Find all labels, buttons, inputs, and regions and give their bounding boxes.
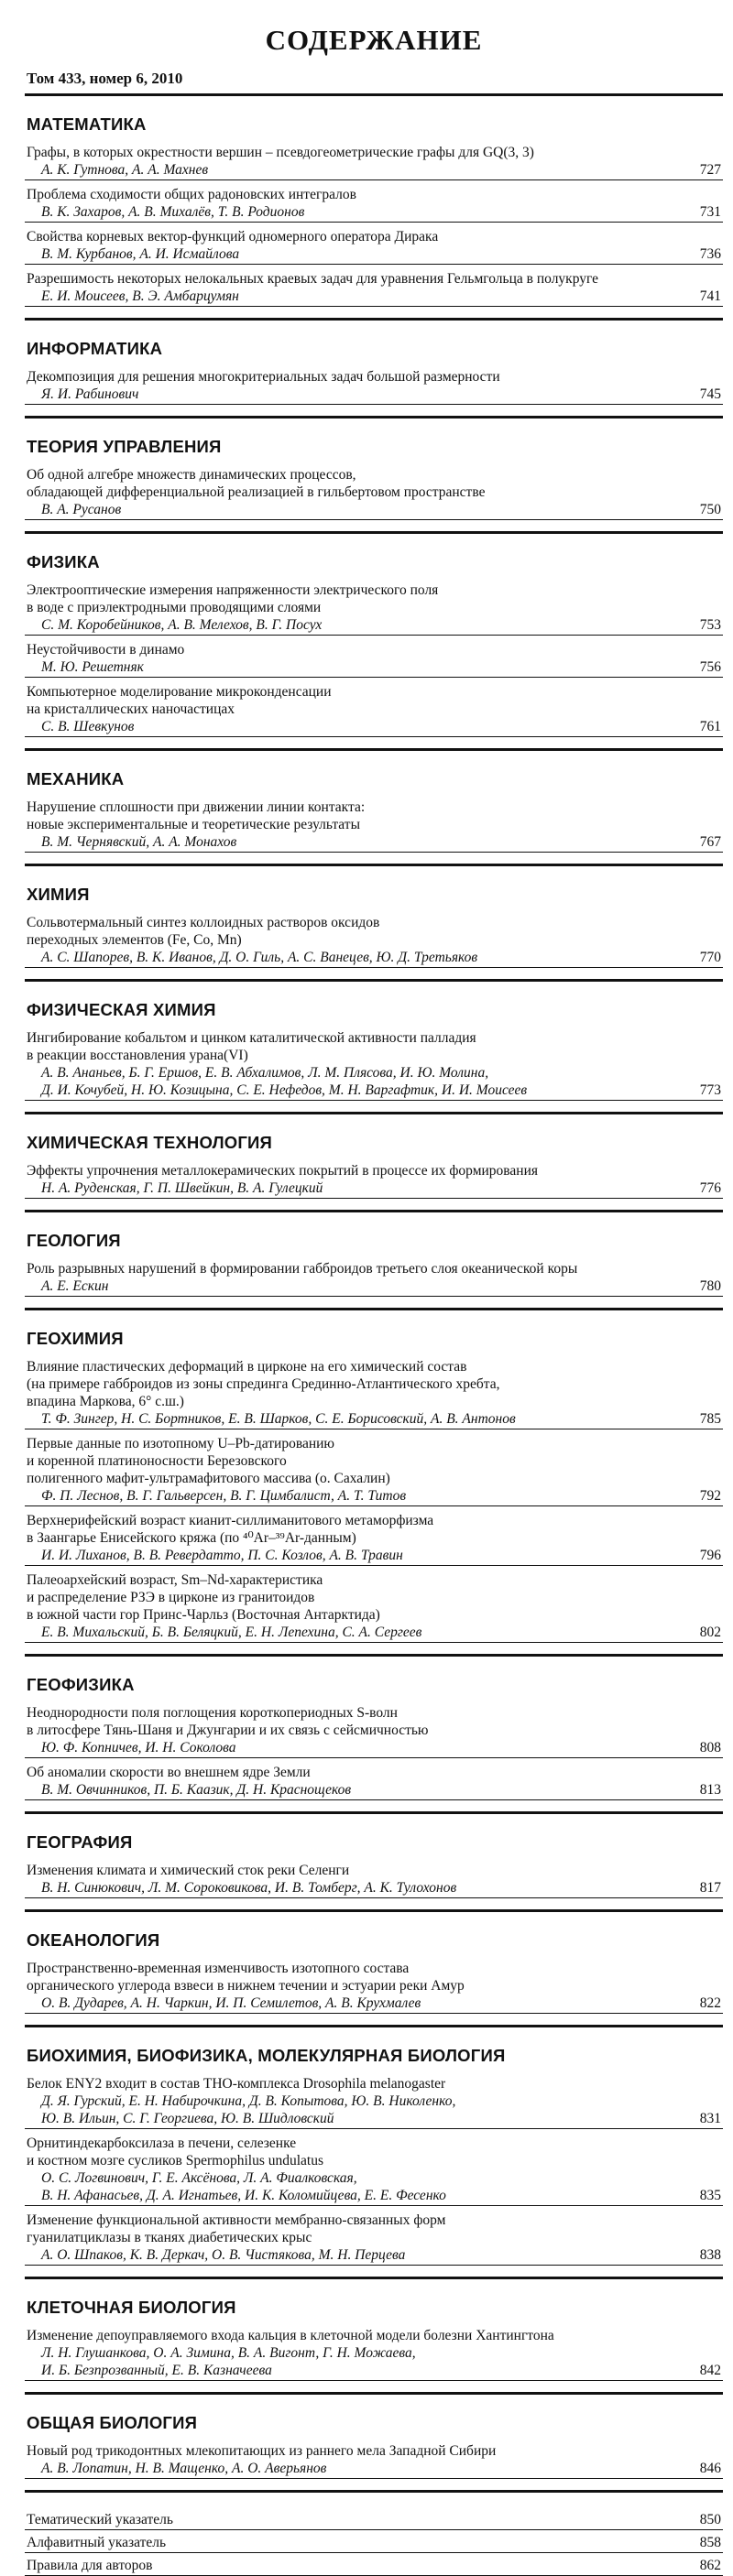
toc-entry[interactable] xyxy=(25,1029,723,1101)
author-row xyxy=(25,1739,723,1758)
article-title: Изменения климата и химический сток реки Селенги xyxy=(27,1863,350,1878)
toc-section xyxy=(25,1657,723,1814)
article-authors: А. О. Шпаков, К. В. Деркач, О. В. Чистякова, М. Н. Перцева xyxy=(41,2247,406,2263)
article-title: Разрешимость некоторых нелокальных краевых задач для уравнения Гельмгольца в полукруге xyxy=(27,271,599,287)
toc-section xyxy=(25,534,723,751)
article-title: Изменение функциональной активности мембранно-связанных форм гуанилатциклазы в тканях диабетических крыс xyxy=(27,2212,446,2245)
article-title: Роль разрывных нарушений в формировании габброидов третьего слоя океанической коры xyxy=(27,1261,578,1277)
author-row xyxy=(25,616,723,636)
article-title: Сольвотермальный синтез коллоидных растворов оксидов переходных элементов (Fe, Co, Mn) xyxy=(27,915,380,948)
author-row xyxy=(25,1179,723,1199)
author-row xyxy=(25,386,723,405)
author-row xyxy=(25,718,723,737)
toc-entry[interactable] xyxy=(25,144,723,180)
page-number: 767 xyxy=(699,834,721,850)
article-authors: А. В. Лопатин, Н. В. Мащенко, А. О. Аверьянов xyxy=(41,2461,327,2476)
section-heading: КЛЕТОЧНАЯ БИОЛОГИЯ xyxy=(27,2298,236,2317)
toc-entry[interactable] xyxy=(25,582,723,636)
toc-entry[interactable] xyxy=(25,2075,723,2129)
author-row xyxy=(25,2169,723,2206)
index-label: Тематический указатель xyxy=(27,2512,173,2527)
section-heading: ФИЗИКА xyxy=(27,552,100,571)
article-authors: А. В. Ананьев, Б. Г. Ершов, Е. В. Абхалимов, Л. М. Плясова, И. Ю. Молина, Д. И. Кочубей, Н. Ю. Козицына, С. Е. Нефедов, М. Н. Варгафтик, И. И. Моисеев xyxy=(41,1065,528,1098)
section-heading: МЕХАНИКА xyxy=(27,769,125,788)
page-number: 753 xyxy=(699,617,721,633)
toc-entry[interactable] xyxy=(25,2212,723,2266)
page-number: 822 xyxy=(699,1995,721,2011)
toc-entry[interactable] xyxy=(25,466,723,520)
article-authors: В. А. Русанов xyxy=(41,502,122,517)
toc-page xyxy=(25,16,723,2576)
page-title: СОДЕРЖАНИЕ xyxy=(265,24,483,56)
toc-section xyxy=(25,1114,723,1212)
article-authors: О. В. Дударев, А. Н. Чаркин, И. П. Семилетов, А. В. Крухмалев xyxy=(41,1995,421,2011)
author-row xyxy=(25,203,723,223)
article-authors: Ф. П. Леснов, В. Г. Гальверсен, В. Г. Цимбалист, А. Т. Титов xyxy=(41,1488,407,1504)
section-heading: ГЕОФИЗИКА xyxy=(27,1675,135,1694)
article-title: Влияние пластических деформаций в цирконе на его химический состав (на примере габброидов из зоны спрединга Срединно-Атлантического хребта, впадина Маркова, 6° с.ш.) xyxy=(27,1359,500,1409)
author-row xyxy=(25,1879,723,1898)
section-heading: ХИМИЧЕСКАЯ ТЕХНОЛОГИЯ xyxy=(27,1133,273,1152)
page-number: 850 xyxy=(699,2512,721,2527)
author-row xyxy=(25,2246,723,2266)
article-authors: Ю. Ф. Копничев, И. Н. Соколова xyxy=(41,1740,236,1755)
toc-section xyxy=(25,2395,723,2493)
toc-entry[interactable] xyxy=(25,2327,723,2381)
article-title: Белок ENY2 входит в состав THO-комплекса Drosophila melanogaster xyxy=(27,2076,446,2092)
article-authors: А. К. Гутнова, А. А. Махнев xyxy=(41,162,209,178)
article-title: Орнитиндекарбоксилаза в печени, селезенке и костном мозге сусликов Spermophilus undulatus xyxy=(27,2136,324,2168)
toc-entry[interactable] xyxy=(25,270,723,307)
article-authors: Н. А. Руденская, Г. П. Швейкин, В. А. Гулецкий xyxy=(41,1180,323,1196)
toc-entry[interactable] xyxy=(25,2135,723,2206)
author-row xyxy=(25,245,723,265)
author-row xyxy=(25,2460,723,2479)
page-number: 792 xyxy=(699,1488,721,1504)
article-title: Графы, в которых окрестности вершин – псевдогеометрические графы для GQ(3, 3) xyxy=(27,145,534,160)
toc-entry[interactable] xyxy=(25,368,723,405)
article-title: Декомпозиция для решения многокритериальных задач большой размерности xyxy=(27,369,500,385)
author-row xyxy=(25,1487,723,1506)
section-heading: ИНФОРМАТИКА xyxy=(27,339,163,358)
author-row xyxy=(25,949,723,968)
toc-entry[interactable] xyxy=(25,2442,723,2479)
article-title: Об аномалии скорости во внешнем ядре Земли xyxy=(27,1765,311,1780)
article-authors: Е. В. Михальский, Б. В. Беляцкий, Е. Н. Лепехина, С. А. Сергеев xyxy=(41,1625,422,1640)
article-title: Палеоархейский возраст, Sm–Nd-характеристика и распределение РЗЭ в цирконе из гранитоидов в южной части гор Принс-Чарльз (Восточная Антарктида) xyxy=(27,1572,380,1623)
page-number: 831 xyxy=(699,2111,721,2126)
article-authors: М. Ю. Решетняк xyxy=(41,659,144,675)
toc-section xyxy=(25,866,723,982)
article-authors: Т. Ф. Зингер, Н. С. Бортников, Е. В. Шарков, С. Е. Борисовский, А. В. Антонов xyxy=(41,1411,516,1427)
article-title: Неоднородности поля поглощения короткопериодных S-волн в литосфере Тянь-Шаня и Джунгарии и их связь с сейсмичностью xyxy=(27,1705,429,1738)
page-number: 785 xyxy=(699,1411,721,1427)
page-number: 741 xyxy=(699,288,721,304)
toc-section xyxy=(25,1212,723,1310)
article-title: Изменение депоуправляемого входа кальция в клеточной модели болезни Хантингтона xyxy=(27,2328,554,2343)
toc-entry[interactable] xyxy=(25,1512,723,1566)
toc-section xyxy=(25,1912,723,2027)
page-number: 731 xyxy=(699,204,721,220)
author-row xyxy=(25,1277,723,1297)
index-entry[interactable] xyxy=(25,2553,723,2576)
toc-section xyxy=(25,321,723,418)
author-row xyxy=(25,288,723,307)
page-number: 808 xyxy=(699,1740,721,1755)
article-title: Компьютерное моделирование микроконденсации на кристаллических наночастицах xyxy=(27,684,332,717)
article-title: Об одной алгебре множеств динамических процессов, обладающей дифференциальной реализацией в гильбертовом пространстве xyxy=(27,467,486,500)
toc-entry[interactable] xyxy=(25,228,723,265)
author-row xyxy=(25,1994,723,2014)
article-authors: В. М. Чернявский, А. А. Монахов xyxy=(41,834,237,850)
article-authors: С. М. Коробейников, А. В. Мелехов, В. Г. Посух xyxy=(41,617,323,633)
page-number: 750 xyxy=(699,502,721,517)
article-title: Нарушение сплошности при движении линии контакта: новые экспериментальные и теоретические результаты xyxy=(27,799,366,832)
article-authors: А. С. Шапорев, В. К. Иванов, Д. О. Гиль, А. С. Ванецев, Ю. Д. Третьяков xyxy=(41,950,478,965)
article-authors: Л. Н. Глушанкова, О. А. Зимина, В. А. Вигонт, Г. Н. Можаева, И. Б. Безпрозванный, Е. В. Казначеева xyxy=(41,2345,416,2378)
page-number: 773 xyxy=(699,1082,721,1098)
article-authors: О. С. Логвинович, Г. Е. Аксёнова, Л. А. Фиалковская, В. Н. Афанасьев, Д. А. Игнатьев, И. К. Коломийцева, Е. Е. Фесенко xyxy=(41,2170,446,2203)
section-heading: ГЕОГРАФИЯ xyxy=(27,1832,133,1852)
toc-section xyxy=(25,2027,723,2279)
article-title: Новый род трикодонтных млекопитающих из раннего мела Западной Сибири xyxy=(27,2443,497,2459)
page-number: 846 xyxy=(699,2461,721,2476)
page-number: 745 xyxy=(699,386,721,402)
section-heading: ГЕОЛОГИЯ xyxy=(27,1231,121,1250)
article-title: Верхнерифейский возраст кианит-силлиманитового метаморфизма в Заангарье Енисейского кряжа (по ⁴⁰Ar–³⁹Ar-данным) xyxy=(27,1513,434,1546)
article-authors: В. М. Овчинников, П. Б. Каазик, Д. Н. Краснощеков xyxy=(41,1782,352,1798)
section-heading: ОБЩАЯ БИОЛОГИЯ xyxy=(27,2413,198,2432)
page-number: 817 xyxy=(699,1880,721,1896)
author-row xyxy=(25,1410,723,1429)
page-number: 838 xyxy=(699,2247,721,2263)
article-authors: Д. Я. Гурский, Е. Н. Набирочкина, Д. В. Копытова, Ю. В. Николенко, Ю. В. Ильин, С. Г. Георгиева, Ю. В. Шидловский xyxy=(41,2093,456,2126)
article-authors: С. В. Шевкунов xyxy=(41,719,135,734)
page-number: 813 xyxy=(699,1782,721,1798)
section-heading: ТЕОРИЯ УПРАВЛЕНИЯ xyxy=(27,437,222,456)
index-entry[interactable] xyxy=(25,2507,723,2530)
article-title: Неустойчивости в динамо xyxy=(27,642,185,658)
toc-section xyxy=(25,982,723,1114)
page-number: 770 xyxy=(699,950,721,965)
page-number: 858 xyxy=(699,2535,721,2550)
page-number: 780 xyxy=(699,1278,721,1294)
toc-section xyxy=(25,1310,723,1657)
article-title: Пространственно-временная изменчивость изотопного состава органического углерода взвеси в нижнем течении и эстуарии реки Амур xyxy=(27,1961,465,1994)
author-row xyxy=(25,1064,723,1101)
author-row xyxy=(25,2092,723,2129)
author-row xyxy=(25,1781,723,1800)
page-number: 862 xyxy=(699,2558,721,2573)
author-row xyxy=(25,1624,723,1643)
author-row xyxy=(25,501,723,520)
section-heading: ГЕОХИМИЯ xyxy=(27,1329,124,1348)
page-number: 802 xyxy=(699,1625,721,1640)
toc-entry[interactable] xyxy=(25,186,723,223)
author-row xyxy=(25,1547,723,1566)
article-title: Ингибирование кобальтом и цинком каталитической активности палладия в реакции восстановления урана(VI) xyxy=(27,1030,476,1063)
toc-entry[interactable] xyxy=(25,914,723,968)
article-title: Первые данные по изотопному U–Pb-датированию и коренной платиноносности Березовского полигенного мафит-ультрамафитового массива (о. Сахалин) xyxy=(27,1436,390,1486)
page-number: 776 xyxy=(699,1180,721,1196)
article-title: Электрооптические измерения напряженности электрического поля в воде с приэлектродными проводящими слоями xyxy=(27,582,439,615)
toc-entry[interactable] xyxy=(25,641,723,678)
page-number: 842 xyxy=(699,2363,721,2378)
toc-entry[interactable] xyxy=(25,1435,723,1506)
toc-entry[interactable] xyxy=(25,1162,723,1199)
toc-entry[interactable] xyxy=(25,1704,723,1758)
page-number: 835 xyxy=(699,2188,721,2203)
toc-entry[interactable] xyxy=(25,1358,723,1429)
article-title: Свойства корневых вектор-функций одномерного оператора Дирака xyxy=(27,229,439,245)
index-label: Алфавитный указатель xyxy=(27,2535,167,2550)
toc-entry[interactable] xyxy=(25,1764,723,1800)
toc-entry[interactable] xyxy=(25,683,723,737)
page-number: 727 xyxy=(699,162,721,178)
index-entry[interactable] xyxy=(25,2530,723,2553)
section-heading: ОКЕАНОЛОГИЯ xyxy=(27,1930,160,1950)
toc-entry[interactable] xyxy=(25,799,723,853)
article-authors: В. К. Захаров, А. В. Михалёв, Т. В. Родионов xyxy=(41,204,305,220)
toc-entry[interactable] xyxy=(25,1571,723,1643)
toc-section xyxy=(25,96,723,321)
page-number: 756 xyxy=(699,659,721,675)
article-authors: В. Н. Синюкович, Л. М. Сороковикова, И. В. Томберг, А. К. Тулохонов xyxy=(41,1880,457,1896)
section-heading: ФИЗИЧЕСКАЯ ХИМИЯ xyxy=(27,1000,216,1019)
article-authors: Я. И. Рабинович xyxy=(41,386,139,402)
toc-entry[interactable] xyxy=(25,1862,723,1898)
toc-section xyxy=(25,2279,723,2395)
toc-entry[interactable] xyxy=(25,1960,723,2014)
section-heading: ХИМИЯ xyxy=(27,885,90,904)
section-heading: МАТЕМАТИКА xyxy=(27,114,147,134)
index-list xyxy=(25,2493,723,2576)
volume-info: Том 433, номер 6, 2010 xyxy=(27,70,183,87)
article-title: Проблема сходимости общих радоновских интегралов xyxy=(27,187,356,202)
article-authors: И. И. Лиханов, В. В. Ревердатто, П. С. Козлов, А. В. Травин xyxy=(41,1548,403,1563)
page-number: 761 xyxy=(699,719,721,734)
page-number: 736 xyxy=(699,246,721,262)
article-authors: В. М. Курбанов, А. И. Исмайлова xyxy=(41,246,240,262)
article-title: Эффекты упрочнения металлокерамических покрытий в процессе их формирования xyxy=(27,1163,539,1179)
section-heading: БИОХИМИЯ, БИОФИЗИКА, МОЛЕКУЛЯРНАЯ БИОЛОГИЯ xyxy=(27,2046,506,2065)
index-label: Правила для авторов xyxy=(27,2558,153,2573)
page-number: 796 xyxy=(699,1548,721,1563)
author-row xyxy=(25,833,723,853)
author-row xyxy=(25,161,723,180)
toc-section xyxy=(25,1814,723,1912)
author-row xyxy=(25,658,723,678)
sections-container xyxy=(25,96,723,2493)
toc-section xyxy=(25,751,723,866)
toc-entry[interactable] xyxy=(25,1260,723,1297)
article-authors: А. Е. Ескин xyxy=(41,1278,109,1294)
toc-section xyxy=(25,418,723,534)
author-row xyxy=(25,2344,723,2381)
article-authors: Е. И. Моисеев, В. Э. Амбарцумян xyxy=(41,288,239,304)
